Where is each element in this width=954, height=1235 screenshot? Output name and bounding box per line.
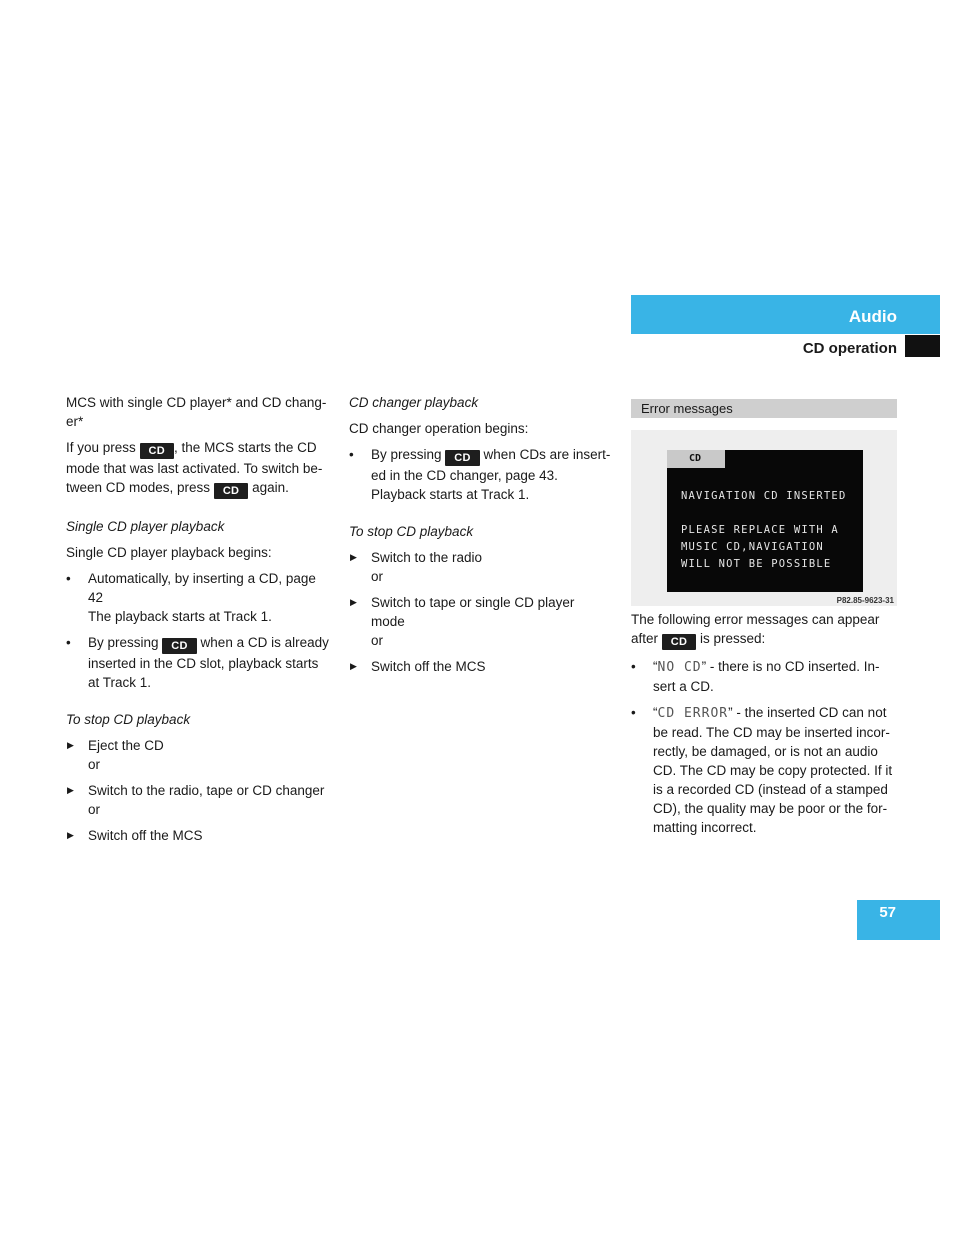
text <box>88 736 336 774</box>
column-2 <box>349 393 619 676</box>
text: The following error messages can appear <box>631 612 880 627</box>
text: By pressing <box>88 635 163 650</box>
bullet-icon: • <box>66 571 71 586</box>
intro-paragraph <box>66 438 336 499</box>
text: tween CD modes, press <box>66 480 214 495</box>
text: “ <box>653 705 658 720</box>
list-item <box>349 445 619 504</box>
arrow-icon: ▶ <box>67 830 74 840</box>
display-line: MUSIC CD,NAVIGATION <box>681 541 824 553</box>
text <box>653 703 901 837</box>
display-figure <box>631 430 897 606</box>
text: is pressed: <box>696 631 766 646</box>
section-title: Audio <box>848 307 897 326</box>
text: , the MCS starts the CD <box>174 440 317 455</box>
text: mode <box>371 614 405 629</box>
error-intro <box>631 610 901 650</box>
text: Switch off the MCS <box>371 659 486 674</box>
text <box>371 445 619 504</box>
text: when a CD is already <box>196 635 329 650</box>
stop-playback-heading: To stop CD playback <box>349 524 474 539</box>
text: or <box>371 633 384 648</box>
text: sert a CD. <box>653 679 714 694</box>
bullet-icon: • <box>631 705 636 720</box>
list-item <box>66 736 336 774</box>
heading-mcs <box>66 393 336 431</box>
text <box>88 633 336 692</box>
cd-changer-heading: CD changer playback <box>349 395 479 410</box>
list-item <box>66 826 336 845</box>
text: or <box>371 569 384 584</box>
text: The playback starts at Track 1. <box>88 609 272 624</box>
section-header-bar <box>631 295 940 334</box>
text: Automatically, by inserting a CD, page <box>88 571 316 586</box>
cd-key-icon: CD <box>445 450 480 466</box>
text: ed in the CD changer, page 43. <box>371 468 558 483</box>
figure-id: P82.85-9623-31 <box>836 596 894 605</box>
display-line: WILL NOT BE POSSIBLE <box>681 558 832 570</box>
text: after <box>631 631 662 646</box>
text: or <box>88 757 101 772</box>
heading-line: MCS with single CD player* and CD chang- <box>66 395 327 410</box>
list-item <box>631 703 901 837</box>
cd-key-icon: CD <box>140 443 175 459</box>
display-tab: CD <box>667 450 725 468</box>
cd-changer-begins: CD changer operation begins: <box>349 421 529 436</box>
text: when CDs are insert- <box>479 447 611 462</box>
text: mode that was last activated. To switch be- <box>66 461 323 476</box>
list-item <box>349 657 619 676</box>
text: Eject the CD <box>88 738 164 753</box>
cd-key-icon: CD <box>214 483 249 499</box>
text: By pressing <box>371 447 446 462</box>
text: is a recorded CD (instead of a stamped <box>653 782 888 797</box>
text: again. <box>248 480 289 495</box>
text: inserted in the CD slot, playback starts <box>88 656 319 671</box>
list-item <box>66 781 336 819</box>
display-line: PLEASE REPLACE WITH A <box>681 524 839 536</box>
column-1 <box>66 393 336 845</box>
text: Playback starts at Track 1. <box>371 487 530 502</box>
text: Switch to tape or single CD player <box>371 595 575 610</box>
text: or <box>88 802 101 817</box>
text: 42 <box>88 590 104 605</box>
arrow-icon: ▶ <box>67 785 74 795</box>
text <box>371 548 619 586</box>
list-item <box>631 657 901 696</box>
text: CD. The CD may be copy protected. If it <box>653 763 893 778</box>
bullet-icon: • <box>66 635 71 650</box>
text: CD), the quality may be poor or the for- <box>653 801 888 816</box>
text: If you press <box>66 440 140 455</box>
text <box>88 569 336 626</box>
error-messages-bar <box>631 399 897 418</box>
display-line: NAVIGATION CD INSERTED <box>681 490 847 502</box>
text: ” - the inserted CD can not <box>728 705 887 720</box>
bullet-icon: • <box>631 659 636 674</box>
cd-key-icon: CD <box>662 634 697 650</box>
error-code: CD ERROR <box>657 706 729 721</box>
page-number-tab <box>857 900 940 940</box>
subsection-title: CD operation <box>802 340 897 357</box>
arrow-icon: ▶ <box>350 661 357 671</box>
text: matting incorrect. <box>653 820 757 835</box>
text: Switch to the radio, tape or CD changer <box>88 783 325 798</box>
display-text <box>681 488 846 573</box>
error-messages-label: Error messages <box>641 401 733 416</box>
heading-line: er* <box>66 414 84 429</box>
error-code: NO CD <box>657 660 702 675</box>
bullet-icon: • <box>349 447 354 462</box>
text: Switch off the MCS <box>88 828 203 843</box>
display-screen <box>667 450 863 592</box>
list-item <box>66 633 336 692</box>
text <box>88 781 336 819</box>
arrow-icon: ▶ <box>350 552 357 562</box>
single-cd-begins: Single CD player playback begins: <box>66 545 272 560</box>
stop-playback-heading: To stop CD playback <box>66 712 191 727</box>
text <box>653 657 901 696</box>
subsection-marker <box>905 335 940 357</box>
text <box>371 593 619 650</box>
text: be read. The CD may be inserted incor- <box>653 725 890 740</box>
text: Switch to the radio <box>371 550 483 565</box>
cd-key-icon: CD <box>162 638 197 654</box>
list-item <box>349 548 619 586</box>
arrow-icon: ▶ <box>350 597 357 607</box>
list-item <box>349 593 619 650</box>
list-item <box>66 569 336 626</box>
page-number: 57 <box>879 904 896 921</box>
text: “ <box>653 659 658 674</box>
column-3 <box>631 610 901 837</box>
text: rectly, be damaged, or is not an audio <box>653 744 878 759</box>
text: ” - there is no CD inserted. In- <box>701 659 880 674</box>
single-cd-heading: Single CD player playback <box>66 519 225 534</box>
arrow-icon: ▶ <box>67 740 74 750</box>
text: at Track 1. <box>88 675 152 690</box>
